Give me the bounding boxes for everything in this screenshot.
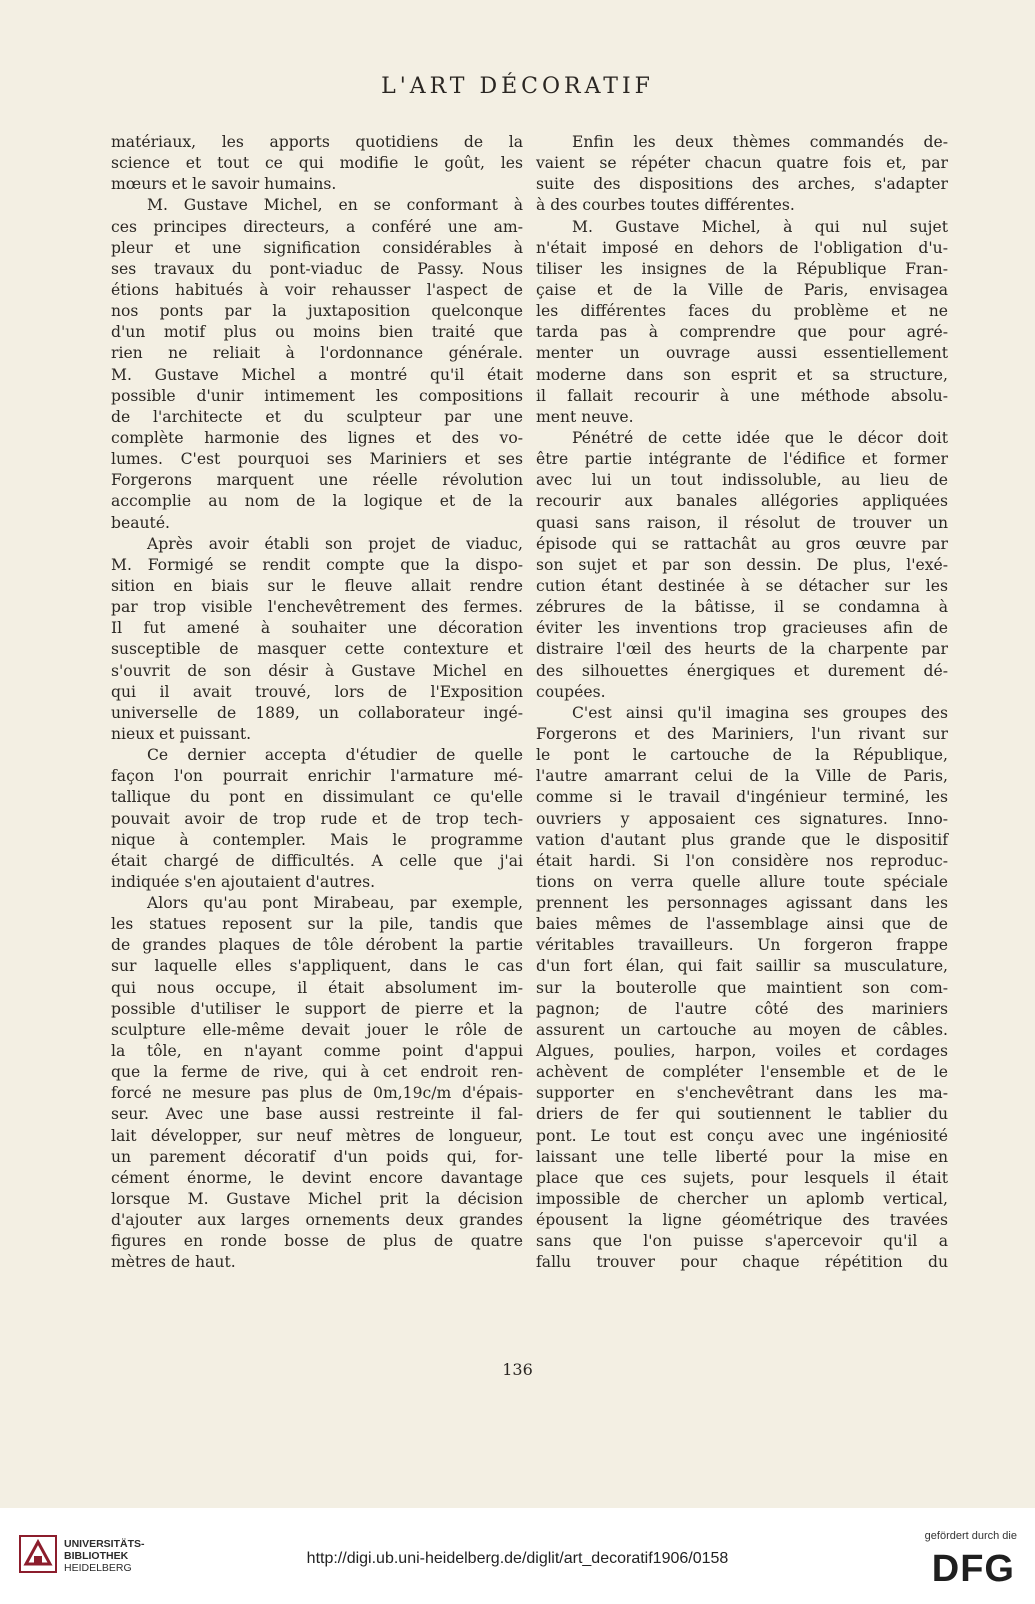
text-line: n'était imposé en dehors de l'obligation d'u- — [536, 238, 948, 257]
text-line: Après avoir établi son projet de viaduc, — [147, 534, 523, 553]
text-line: tallique du pont en dissimulant ce qu'elle — [111, 788, 523, 807]
text-line: était chargé de difficultés. A celle que j'ai — [111, 851, 523, 870]
running-header: L'ART DÉCORATIF — [381, 74, 654, 99]
text-line: figures en ronde bosse de plus de quatre — [111, 1232, 523, 1251]
text-line: M. Gustave Michel a montré qu'il était — [111, 365, 523, 384]
text-line: sition en biais sur le fleuve allait rendre — [111, 576, 523, 595]
text-line: matériaux, les apports quotidiens de la — [111, 133, 523, 151]
text-line: épousent la ligne géométrique des travées — [536, 1211, 948, 1230]
text-line: Alors qu'au pont Mirabeau, par exemple, — [147, 894, 523, 913]
text-line: de grandes plaques de tôle dérobent la partie — [111, 936, 523, 955]
text-line: pouvait avoir de trop rude et de trop tech- — [111, 809, 523, 828]
text-line: nieux et puissant. — [111, 724, 252, 743]
text-line: par trop visible l'enchevêtrement des fermes. — [111, 598, 523, 617]
text-line: prennent les personnages agissant dans les — [536, 894, 948, 913]
text-line: mètres de haut. — [111, 1253, 236, 1272]
text-line: universelle de 1889, un collaborateur ingé- — [111, 703, 523, 722]
text-line: indiquée s'en ajoutaient d'autres. — [111, 872, 376, 891]
text-line: possible d'unir intimement les compositions — [111, 386, 523, 405]
text-line: place que ces sujets, pour lesquels il était — [536, 1168, 948, 1187]
text-line: les différentes faces du problème et ne — [536, 302, 948, 321]
text-line: pleur et une signification considérables à — [111, 238, 523, 257]
text-line: qui il avait trouvé, lors de l'Exposition — [111, 682, 523, 701]
text-line: à des courbes toutes différentes. — [536, 196, 795, 215]
left-column — [111, 132, 523, 1274]
text-line: seur. Avec une base aussi restreinte il fal- — [111, 1105, 523, 1124]
text-line: ses travaux du pont-viaduc de Passy. Nous — [111, 259, 523, 278]
text-line: vation d'autant plus grande que le dispositif — [536, 830, 948, 849]
text-line: moderne dans son esprit et sa structure, — [536, 365, 948, 384]
text-line: pont. Le tout est conçu avec une ingéniosité — [536, 1126, 948, 1145]
text-line: nos ponts par la juxtaposition quelconque — [111, 302, 523, 321]
text-line: zébrures de la bâtisse, il se condamna à — [536, 598, 948, 617]
text-line: nique à contempler. Mais le programme — [111, 830, 523, 849]
text-line: son sujet et par son dessin. De plus, l'exé- — [536, 555, 948, 574]
text-line: lait développer, sur neuf mètres de longueur, — [111, 1126, 523, 1145]
text-line: les statues reposent sur la pile, tandis que — [111, 915, 523, 934]
text-line: susceptible de masquer cette contexture et — [111, 640, 523, 659]
text-line: éviter les inventions trop gracieuses afin de — [536, 619, 948, 638]
text-line: épisode qui se rattachât au gros œuvre par — [536, 534, 948, 553]
text-line: cution étant destinée à se détacher sur les — [536, 576, 948, 595]
text-line: d'un motif plus ou moins bien traité que — [111, 323, 523, 342]
source-url-link[interactable]: http://digi.ub.uni-heidelberg.de/diglit/art_decoratif1906/0158 — [306, 1550, 729, 1567]
text-line: ces principes directeurs, a conféré une am- — [111, 217, 523, 236]
library-line-1: UNIVERSITÄTS- — [64, 1538, 145, 1550]
text-line: étions habitués à voir rehausser l'aspect de — [111, 280, 523, 299]
text-line: assurent un cartouche au moyen de câbles. — [536, 1020, 948, 1039]
text-line: quasi sans raison, il résolut de trouver un — [536, 513, 948, 532]
text-line: menter un ouvrage aussi essentiellement — [536, 344, 948, 363]
text-line: pagnon; de l'autre côté des mariniers — [536, 999, 948, 1018]
text-line: fallu trouver pour chaque répétition du — [536, 1253, 948, 1272]
library-line-3: HEIDELBERG — [64, 1562, 132, 1574]
text-line: M. Formigé se rendit compte que la dispo- — [111, 555, 523, 574]
text-line: lorsque M. Gustave Michel prit la décision — [111, 1190, 523, 1209]
text-line: d'ajouter aux larges ornements deux grandes — [111, 1211, 523, 1230]
text-line: Algues, poulies, harpon, voiles et cordages — [536, 1042, 948, 1061]
text-line: accomplie au nom de la logique et de la — [111, 492, 523, 511]
text-line: ouvriers y apposaient ces signatures. Inno- — [536, 809, 948, 828]
text-line: sur la bouterolle que maintient son com- — [536, 978, 948, 997]
text-line: rien ne reliait à l'ordonnance générale. — [111, 344, 523, 363]
dfg-logo[interactable]: DFG — [931, 1548, 1015, 1590]
text-line: l'autre amarrant celui de la Ville de Paris, — [536, 767, 948, 786]
text-line: ment neuve. — [536, 407, 634, 426]
text-line: supporter en s'enchevêtrant dans les ma- — [536, 1084, 948, 1103]
text-line: distraire l'œil des heurts de la charpente par — [536, 640, 948, 659]
text-line: coupées. — [536, 682, 606, 701]
text-line: sculpture elle-même devait jouer le rôle de — [111, 1020, 523, 1039]
text-line: mœurs et le savoir humains. — [111, 175, 337, 194]
text-line: C'est ainsi qu'il imagina ses groupes des — [572, 703, 948, 722]
text-line: façon l'on pourrait enrichir l'armature mé- — [111, 767, 523, 786]
text-line: qui nous occupe, il était absolument im- — [111, 978, 523, 997]
digitization-footer — [0, 1508, 1035, 1604]
text-line: Ce dernier accepta d'étudier de quelle — [147, 746, 523, 765]
text-line: véritables travailleurs. Un forgeron frappe — [536, 936, 948, 955]
text-line: M. Gustave Michel, à qui nul sujet — [572, 217, 948, 236]
text-line: un parement décoratif d'un poids qui, for- — [111, 1147, 523, 1166]
text-line: laissant une telle liberté pour la mise en — [536, 1147, 948, 1166]
text-line: suite des dispositions des arches, s'adapter — [536, 175, 948, 194]
text-line: vaient se répéter chacun quatre fois et, par — [536, 154, 948, 173]
text-line: sur laquelle elles s'appliquent, dans le cas — [111, 957, 523, 976]
text-line: Forgerons et des Mariniers, l'un rivant sur — [536, 724, 948, 743]
text-line: impossible de chercher un aplomb vertical, — [536, 1190, 948, 1209]
text-line: beauté. — [111, 513, 171, 532]
page-number: 136 — [502, 1360, 533, 1379]
text-line: tions on verra quelle allure toute spéciale — [536, 872, 948, 891]
text-line: que la ferme de rive, qui à cet endroit ren- — [111, 1063, 523, 1082]
text-line: avec lui un tout indissoluble, au lieu de — [536, 471, 948, 490]
text-line: complète harmonie des lignes et des vo- — [111, 428, 523, 447]
text-line: M. Gustave Michel, en se conformant à — [147, 196, 523, 215]
text-line: forcé ne mesure pas plus de 0m,19c/m d'épais- — [111, 1084, 523, 1103]
text-line: des silhouettes énergiques et durement dé- — [536, 661, 948, 680]
text-line: d'un fort élan, qui fait saillir sa musculature, — [536, 957, 948, 976]
text-line: possible d'utiliser le support de pierre et la — [111, 999, 523, 1018]
text-line: Pénétré de cette idée que le décor doit — [572, 428, 948, 447]
text-line: s'ouvrit de son désir à Gustave Michel en — [111, 661, 523, 680]
text-line: sans que l'on puisse s'apercevoir qu'il a — [536, 1232, 948, 1251]
text-line: science et tout ce qui modifie le goût, les — [111, 154, 523, 173]
text-line: était hardi. Si l'on considère nos reproduc- — [536, 851, 948, 870]
text-line: tiliser les insignes de la République Fran- — [536, 259, 948, 278]
text-line: la tôle, en n'ayant comme point d'appui — [111, 1042, 523, 1061]
text-line: Forgerons marquent une réelle révolution — [111, 471, 523, 490]
text-line: le pont le cartouche de la République, — [536, 746, 948, 765]
text-line: cément énorme, le devint encore davantage — [111, 1168, 523, 1187]
text-line: lumes. C'est pourquoi ses Mariniers et ses — [111, 450, 523, 469]
text-line: driers de fer qui soutiennent le tablier du — [536, 1105, 948, 1124]
text-line: Enfin les deux thèmes commandés de- — [572, 133, 948, 151]
text-line: de l'architecte et du sculpteur par une — [111, 407, 523, 426]
text-line: être partie intégrante de l'édifice et former — [536, 450, 948, 469]
text-line: çaise et de la Ville de Paris, envisagea — [536, 280, 948, 299]
right-column — [536, 132, 948, 1274]
text-line: comme si le travail d'ingénieur terminé, les — [536, 788, 948, 807]
library-line-2: BIBLIOTHEK — [64, 1550, 129, 1562]
text-line: achèvent de compléter l'ensemble et de le — [536, 1063, 948, 1082]
text-line: tarda pas à comprendre que pour agré- — [536, 323, 948, 342]
text-line: baies mêmes de l'assemblage ainsi que de — [536, 915, 948, 934]
funding-note: gefördert durch die — [924, 1530, 1017, 1542]
text-line: Il fut amené à souhaiter une décoration — [111, 619, 523, 638]
text-line: recourir aux banales allégories appliquées — [536, 492, 948, 511]
text-line: il fallait recourir à une méthode absolu- — [536, 386, 948, 405]
